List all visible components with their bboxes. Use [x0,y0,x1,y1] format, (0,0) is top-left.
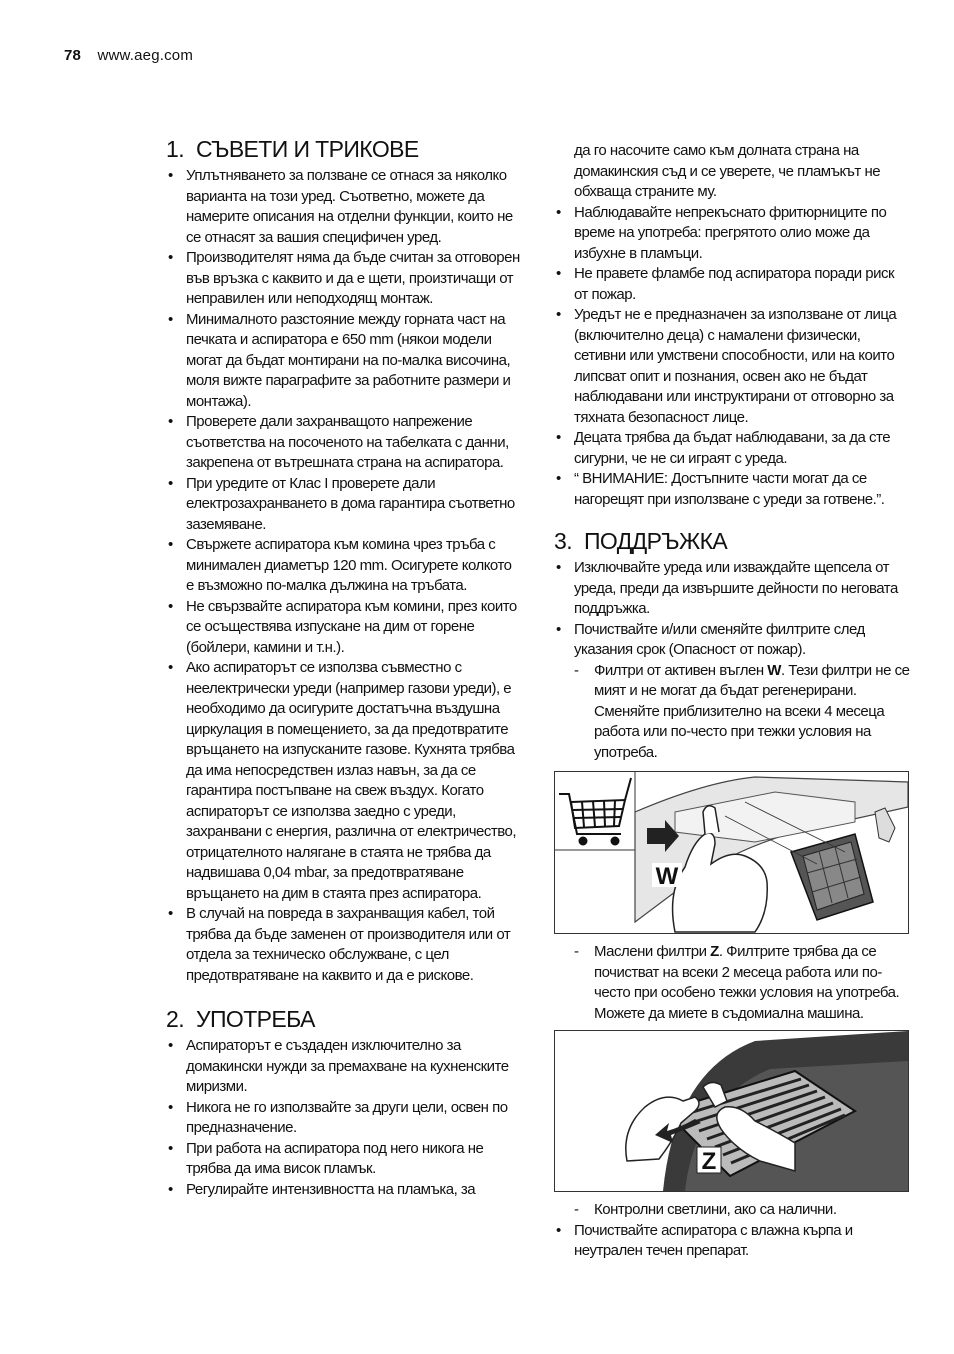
maintenance-list-final [554,1221,910,1262]
list-item: • Производителят няма да бъде считан за отговорен във връзка с каквито и да е щети, произтичащи от неправилен или неподходящ монтаж. [166,248,522,310]
website: www.aeg.com [97,47,194,64]
left-column [166,136,522,1200]
list-item: • Не свързвайте аспиратора към комини, през които се осъществява изпускане на дим от горене (бойлери, камини и т.н.). [166,597,522,659]
list-item: • Свържете аспиратора към комина чрез тръба с минимален диаметър 120 mm. Осигурете колкото е възможно по-малка дължина на тръбата. [166,535,522,597]
sub-item-grease-filters: - Маслени филтри Z. Филтрите трябва да се почистват на всеки 2 месеца работа или по-често при особено тежки условия на употреба. Можете да миете в съдомиална машина. [554,942,910,1024]
grease-filter-illustration [554,1030,909,1192]
list-item: • В случай на повреда в захранващия кабел, той трябва да бъде заменен от производителя или от отдела за техническо обслужване, с цел предотвратяване на каквито и да е рискове. [166,904,522,986]
list-item: • Проверете дали захранващото напрежение съответства на посоченото на табелката с данни, закрепена от вътрешната страна на аспиратора. [166,412,522,474]
page-number: 78 [64,47,82,64]
sub-item-carbon-filters: - Филтри от активен въглен W. Тези филтри не се мият и не могат да бъдат регенерирани. Сменяйте приблизително на всеки 4 месеца работа или по-често при тежки условия на употреба. [554,661,910,764]
right-column [554,141,910,1262]
page-header [64,47,193,64]
usage-list-continued [554,141,910,510]
list-item: • Уредът не е предназначен за използване от лица (включително деца) с намалени физически, сетивни или умствени способности, или на които липсват опит и познания, освен ако не бъдат наблюдавани или инструктирани от отговорно за тяхната безопасност лице. [554,305,910,428]
shopping-cart-icon [559,778,631,845]
list-item: • Ако аспираторът се използва съвместно с неелектрически уреди (например газови уреди), е необходимо да осигурите достатъчна въздушна циркулация в помещението, за да предотвратите връщането на изпусканите газове. Кухнята трябва да има непосредствен излаз навън, за да се гарантира постъпване на свеж въздух. Когато аспираторът се използва заедно с уреди, захранвани с енергия, различна от електричество, отрицателното налягане в стаята не трябва да надвишава 0,04 mbar, за предотвратяване връщането на дим в стаята през аспиратора. [166,658,522,904]
carbon-filter-illustration [554,771,909,934]
tips-list [166,166,522,986]
section-title-maintenance: 3. ПОДДРЪЖКА [554,528,728,554]
list-item: • Децата трябва да бъдат наблюдавани, за да сте сигурни, че не си играят с уреда. [554,428,910,469]
sub-item-indicator-lights: - Контролни светлини, ако са налични. [554,1200,910,1221]
list-item: • Почиствайте аспиратора с влажна кърпа и неутрален течен препарат. [554,1221,910,1262]
list-item: • При уредите от Клас I проверете дали електрозахранването в дома гарантира съответно заземяване. [166,474,522,536]
list-item: • Наблюдавайте непрекъснато фритюрниците по време на употреба: прегрятото олио може да избухне в пламъци. [554,203,910,265]
list-item: • Никога не го използвайте за други цели, освен по предназначение. [166,1098,522,1139]
section-title-tips: 1. СЪВЕТИ И ТРИКОВЕ [166,136,419,162]
list-item: • Минималното разстояние между горната част на печката и аспиратора е 650 mm (някои модели могат да бъдат монтирани на по-малка височина, моля вижте параграфите за работните размери и монтажа). [166,310,522,413]
list-item: • Не правете фламбе под аспиратора поради риск от пожар. [554,264,910,305]
list-item: • Регулирайте интензивността на пламъка, за [166,1180,522,1201]
section-title-usage: 2. УПОТРЕБА [166,1006,315,1032]
usage-list [166,1036,522,1200]
maintenance-list [554,558,910,661]
filter-label-w: W [655,863,679,890]
list-item: • Почиствайте и/или сменяйте филтрите след указания срок (Опасност от пожар). [554,620,910,661]
list-item: • Изключвайте уреда или изваждайте щепсела от уреда, преди да извършите дейности по неговата поддръжка. [554,558,910,620]
list-item: • Уплътняването за ползване се отнася за няколко варианта на този уред. Съответно, можете да намерите описания на отделни функции, които не се отнасят за вашия специфичен уред. [166,166,522,248]
list-item: • При работа на аспиратора под него никога не трябва да има висок пламък. [166,1139,522,1180]
list-item-continuation: да го насочите само към долната страна на домакинския съд и се уверете, че пламъкът не обхваща страните му. [574,142,881,200]
carbon-filter-icon [791,834,873,920]
list-item: • Аспираторът е създаден изключително за домакински нужди за премахване на кухненските миризми. [166,1036,522,1098]
list-item: • “ ВНИМАНИЕ: Достъпните части могат да се нагорещят при използване с уреди за готвене.”. [554,469,910,510]
filter-label-z: Z [701,1148,717,1175]
